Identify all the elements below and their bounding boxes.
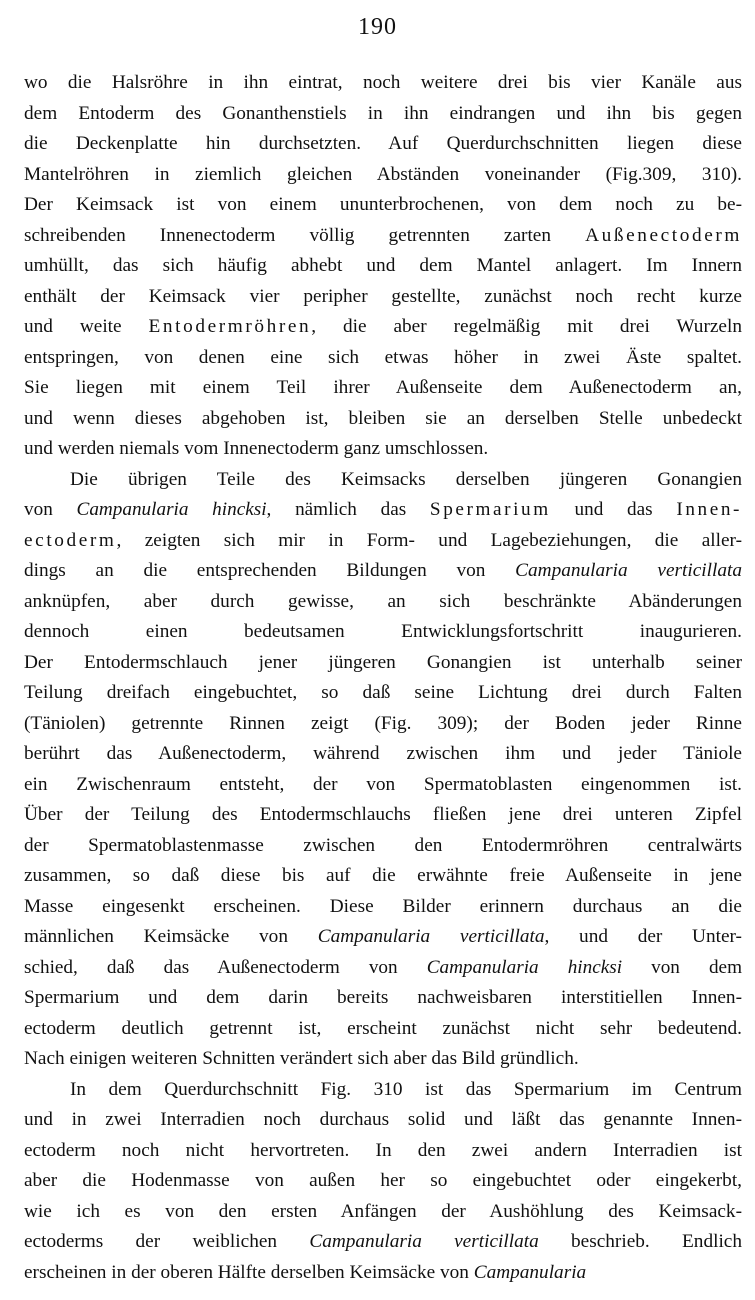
text-line — [24, 190, 742, 221]
text-segment: männlichen Keimsäcke von — [24, 926, 318, 947]
body-text — [24, 68, 742, 1288]
text-line — [24, 922, 742, 953]
text-segment: , zeigten sich mir in Form- und Lagebeziehungen, die aller- — [116, 529, 742, 551]
text-segment: und werden niemals vom Innenectoderm ganz umschlossen. — [24, 438, 489, 459]
text-segment: dennoch einen bedeutsamen Entwicklungsfortschritt inaugurieren. — [24, 621, 742, 642]
text-line — [24, 1105, 742, 1136]
text-line — [24, 373, 742, 404]
text-segment: und wenn dieses abgehoben ist, bleiben sie an derselben Stelle unbedeckt — [24, 407, 742, 429]
text-segment: schied, daß das Außenectoderm von — [24, 956, 427, 978]
text-line — [24, 770, 742, 801]
text-line — [24, 495, 742, 526]
text-segment: ectoderm deutlich getrennt ist, erscheint zunächst nicht sehr bedeutend. — [24, 1017, 742, 1039]
text-line — [24, 648, 742, 679]
text-segment: von dem — [622, 956, 742, 978]
text-segment: Sie liegen mit einem Teil ihrer Außenseite dem Außenectoderm an, — [24, 377, 742, 398]
text-line — [24, 343, 742, 374]
text-segment: anknüpfen, aber durch gewisse, an sich beschränkte Abänderungen — [24, 590, 742, 612]
text-line — [24, 282, 742, 313]
text-segment: und weite — [24, 316, 149, 337]
text-line — [24, 587, 742, 618]
text-segment: zusammen, so daß diese bis auf die erwähnte freie Außenseite in jene — [24, 865, 742, 886]
text-segment: (Täniolen) getrennte Rinnen zeigt (Fig. 309); der Boden jeder Rinne — [24, 712, 742, 734]
italic-text: Campanularia hincksi — [76, 499, 267, 520]
paragraph — [24, 465, 742, 1075]
spaced-term: Entodermröhren — [148, 316, 312, 337]
text-segment: Die übrigen Teile des Keimsacks derselben jüngeren Gonangien — [70, 468, 742, 490]
text-segment: von — [24, 499, 77, 520]
text-segment: wie ich es von den ersten Anfängen der Aushöhlung des Keimsack- — [24, 1200, 742, 1222]
text-segment: wo die Halsröhre in ihn eintrat, noch weitere drei bis vier Kanäle aus — [24, 72, 742, 93]
text-segment: dings an die entsprechenden Bildungen von — [24, 560, 516, 581]
spaced-term: ectoderm — [24, 529, 117, 551]
text-line — [24, 1227, 742, 1258]
text-segment: aber die Hodenmasse von außen her so eingebuchtet oder eingekerbt, — [24, 1170, 742, 1191]
text-segment: beschrieb. Endlich — [538, 1231, 742, 1252]
text-line — [24, 251, 742, 282]
text-line — [24, 1136, 742, 1167]
text-segment: Nach einigen weiteren Schnitten verändert sich aber das Bild gründlich. — [24, 1048, 579, 1069]
text-line — [24, 221, 742, 252]
text-segment: In dem Querdurchschnitt Fig. 310 ist das Spermarium im Centrum — [70, 1078, 742, 1100]
text-line — [24, 99, 742, 130]
text-line — [24, 312, 742, 343]
text-segment: die Deckenplatte hin durchsetzten. Auf Querdurchschnitten liegen diese — [24, 133, 742, 154]
text-line — [24, 1258, 742, 1289]
text-line — [24, 892, 742, 923]
text-line — [24, 556, 742, 587]
text-line — [24, 1166, 742, 1197]
text-line — [24, 617, 742, 648]
text-line — [24, 1044, 742, 1075]
italic-text: Campanularia hincksi — [426, 956, 623, 978]
text-segment: entspringen, von denen eine sich etwas höher in zwei Äste spaltet. — [24, 346, 742, 368]
text-line — [24, 983, 742, 1014]
text-line — [24, 434, 742, 465]
text-segment: ein Zwischenraum entsteht, der von Spermatoblasten eingenommen ist. — [24, 773, 742, 795]
spaced-term: Außenectoderm — [585, 224, 742, 246]
text-line — [24, 709, 742, 740]
text-line — [24, 739, 742, 770]
text-line — [24, 129, 742, 160]
text-segment: Der Keimsack ist von einem ununterbrochenen, von dem noch zu be- — [24, 194, 742, 215]
text-line — [24, 404, 742, 435]
spaced-term: Spermarium — [429, 499, 551, 520]
text-segment: , und der Unter- — [544, 926, 742, 947]
text-segment: ectoderm noch nicht hervortreten. In den zwei andern Interradien ist — [24, 1139, 742, 1161]
text-segment: ectoderms der weiblichen — [24, 1231, 310, 1252]
paragraph — [24, 1075, 742, 1289]
italic-text: Campanularia verticillata — [309, 1231, 539, 1252]
text-line — [24, 1197, 742, 1228]
text-line — [24, 160, 742, 191]
text-segment: , nämlich das — [266, 499, 430, 520]
spaced-term: Innen- — [676, 499, 743, 520]
text-line — [24, 831, 742, 862]
text-line — [24, 861, 742, 892]
text-segment: Der Entodermschlauch jener jüngeren Gonangien ist unterhalb seiner — [24, 651, 742, 673]
italic-text: Campanularia — [473, 1261, 587, 1283]
text-segment: und in zwei Interradien noch durchaus solid und läßt das genannte Innen- — [24, 1109, 742, 1130]
text-segment: dem Entoderm des Gonanthenstiels in ihn eindrangen und ihn bis gegen — [24, 102, 742, 124]
text-line — [24, 800, 742, 831]
text-segment: , die aber regelmäßig mit drei Wurzeln — [311, 316, 742, 337]
text-segment: schreibenden Innenectoderm völlig getrennten zarten — [24, 224, 586, 246]
italic-text: Campanularia verticillata — [515, 560, 742, 581]
text-segment: Spermarium und dem darin bereits nachweisbaren interstitiellen Innen- — [24, 987, 742, 1008]
text-segment: Mantelröhren in ziemlich gleichen Abständen voneinander (Fig.309, 310). — [24, 163, 742, 185]
text-segment: berührt das Außenectoderm, während zwischen ihm und jeder Täniole — [24, 743, 742, 764]
paragraph — [24, 68, 742, 465]
page-number: 190 — [358, 14, 397, 40]
text-line — [24, 68, 742, 99]
text-segment: Über der Teilung des Entodermschlauchs fließen jene drei unteren Zipfel — [24, 804, 742, 825]
text-line — [24, 678, 742, 709]
text-segment: erscheinen in der oberen Hälfte derselben Keimsäcke von — [24, 1261, 474, 1283]
text-segment: Teilung dreifach eingebuchtet, so daß seine Lichtung drei durch Falten — [24, 682, 742, 703]
italic-text: Campanularia verticillata — [317, 926, 545, 947]
text-line — [24, 953, 742, 984]
text-line — [24, 465, 742, 496]
text-segment: Masse eingesenkt erscheinen. Diese Bilder erinnern durchaus an die — [24, 895, 742, 917]
text-line — [24, 1014, 742, 1045]
text-line — [24, 1075, 742, 1106]
text-segment: umhüllt, das sich häufig abhebt und dem Mantel anlagert. Im Innern — [24, 255, 742, 276]
text-segment: der Spermatoblastenmasse zwischen den Entodermröhren centralwärts — [24, 834, 742, 856]
text-line — [24, 526, 742, 557]
text-segment: und das — [550, 499, 677, 520]
text-segment: enthält der Keimsack vier peripher gestellte, zunächst noch recht kurze — [24, 285, 742, 307]
